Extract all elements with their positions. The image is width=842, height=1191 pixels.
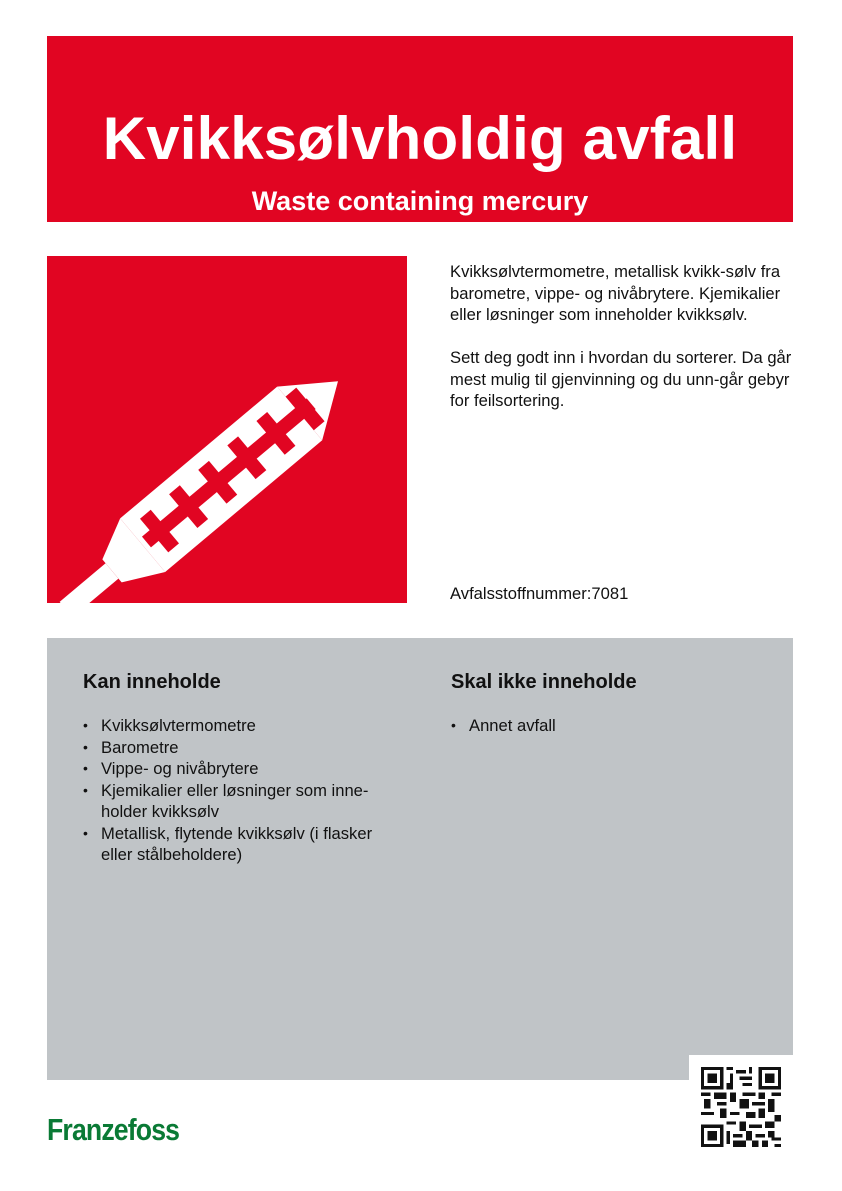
must-not-contain-list [451, 715, 751, 737]
description [450, 261, 795, 433]
must-not-contain-title: Skal ikke inneholde [451, 671, 637, 693]
description-paragraph-1: Kvikksølvtermometre, metallisk kvikk-sølv fra barometre, vippe- og nivåbrytere. Kjemikalier eller løsninger som inneholder kvikksølv. [450, 262, 781, 324]
waste-number: Avfalsstoffnummer:7081 [450, 584, 629, 603]
list-item: • Vippe- og nivåbrytere [83, 758, 393, 780]
franzefoss-logo: Franzefoss [47, 1112, 180, 1147]
contents-panel [47, 638, 793, 1080]
list-item: • Kjemikalier eller løsninger som inne-holder kvikksølv [83, 780, 393, 823]
list-item: • Annet avfall [451, 715, 751, 737]
header-banner [47, 36, 793, 222]
qr-code-icon [701, 1067, 781, 1147]
list-item: • Metallisk, flytende kvikksølv (i flasker eller stålbeholdere) [83, 823, 393, 866]
page-title: Kvikksølvholdig avfall [102, 105, 738, 172]
page-subtitle: Waste containing mercury [251, 186, 589, 216]
can-contain-title: Kan inneholde [83, 671, 221, 693]
thermometer-icon [47, 256, 407, 603]
can-contain-list [83, 715, 393, 866]
qr-code-box[interactable] [689, 1055, 793, 1159]
list-item: • Barometre [83, 737, 393, 759]
description-paragraph-2: Sett deg godt inn i hvordan du sorterer. Da går mest mulig til gjenvinning og du unn-går gebyr for feilsortering. [450, 348, 792, 410]
thermometer-icon-box [47, 256, 407, 603]
list-item: • Kvikksølvtermometre [83, 715, 393, 737]
